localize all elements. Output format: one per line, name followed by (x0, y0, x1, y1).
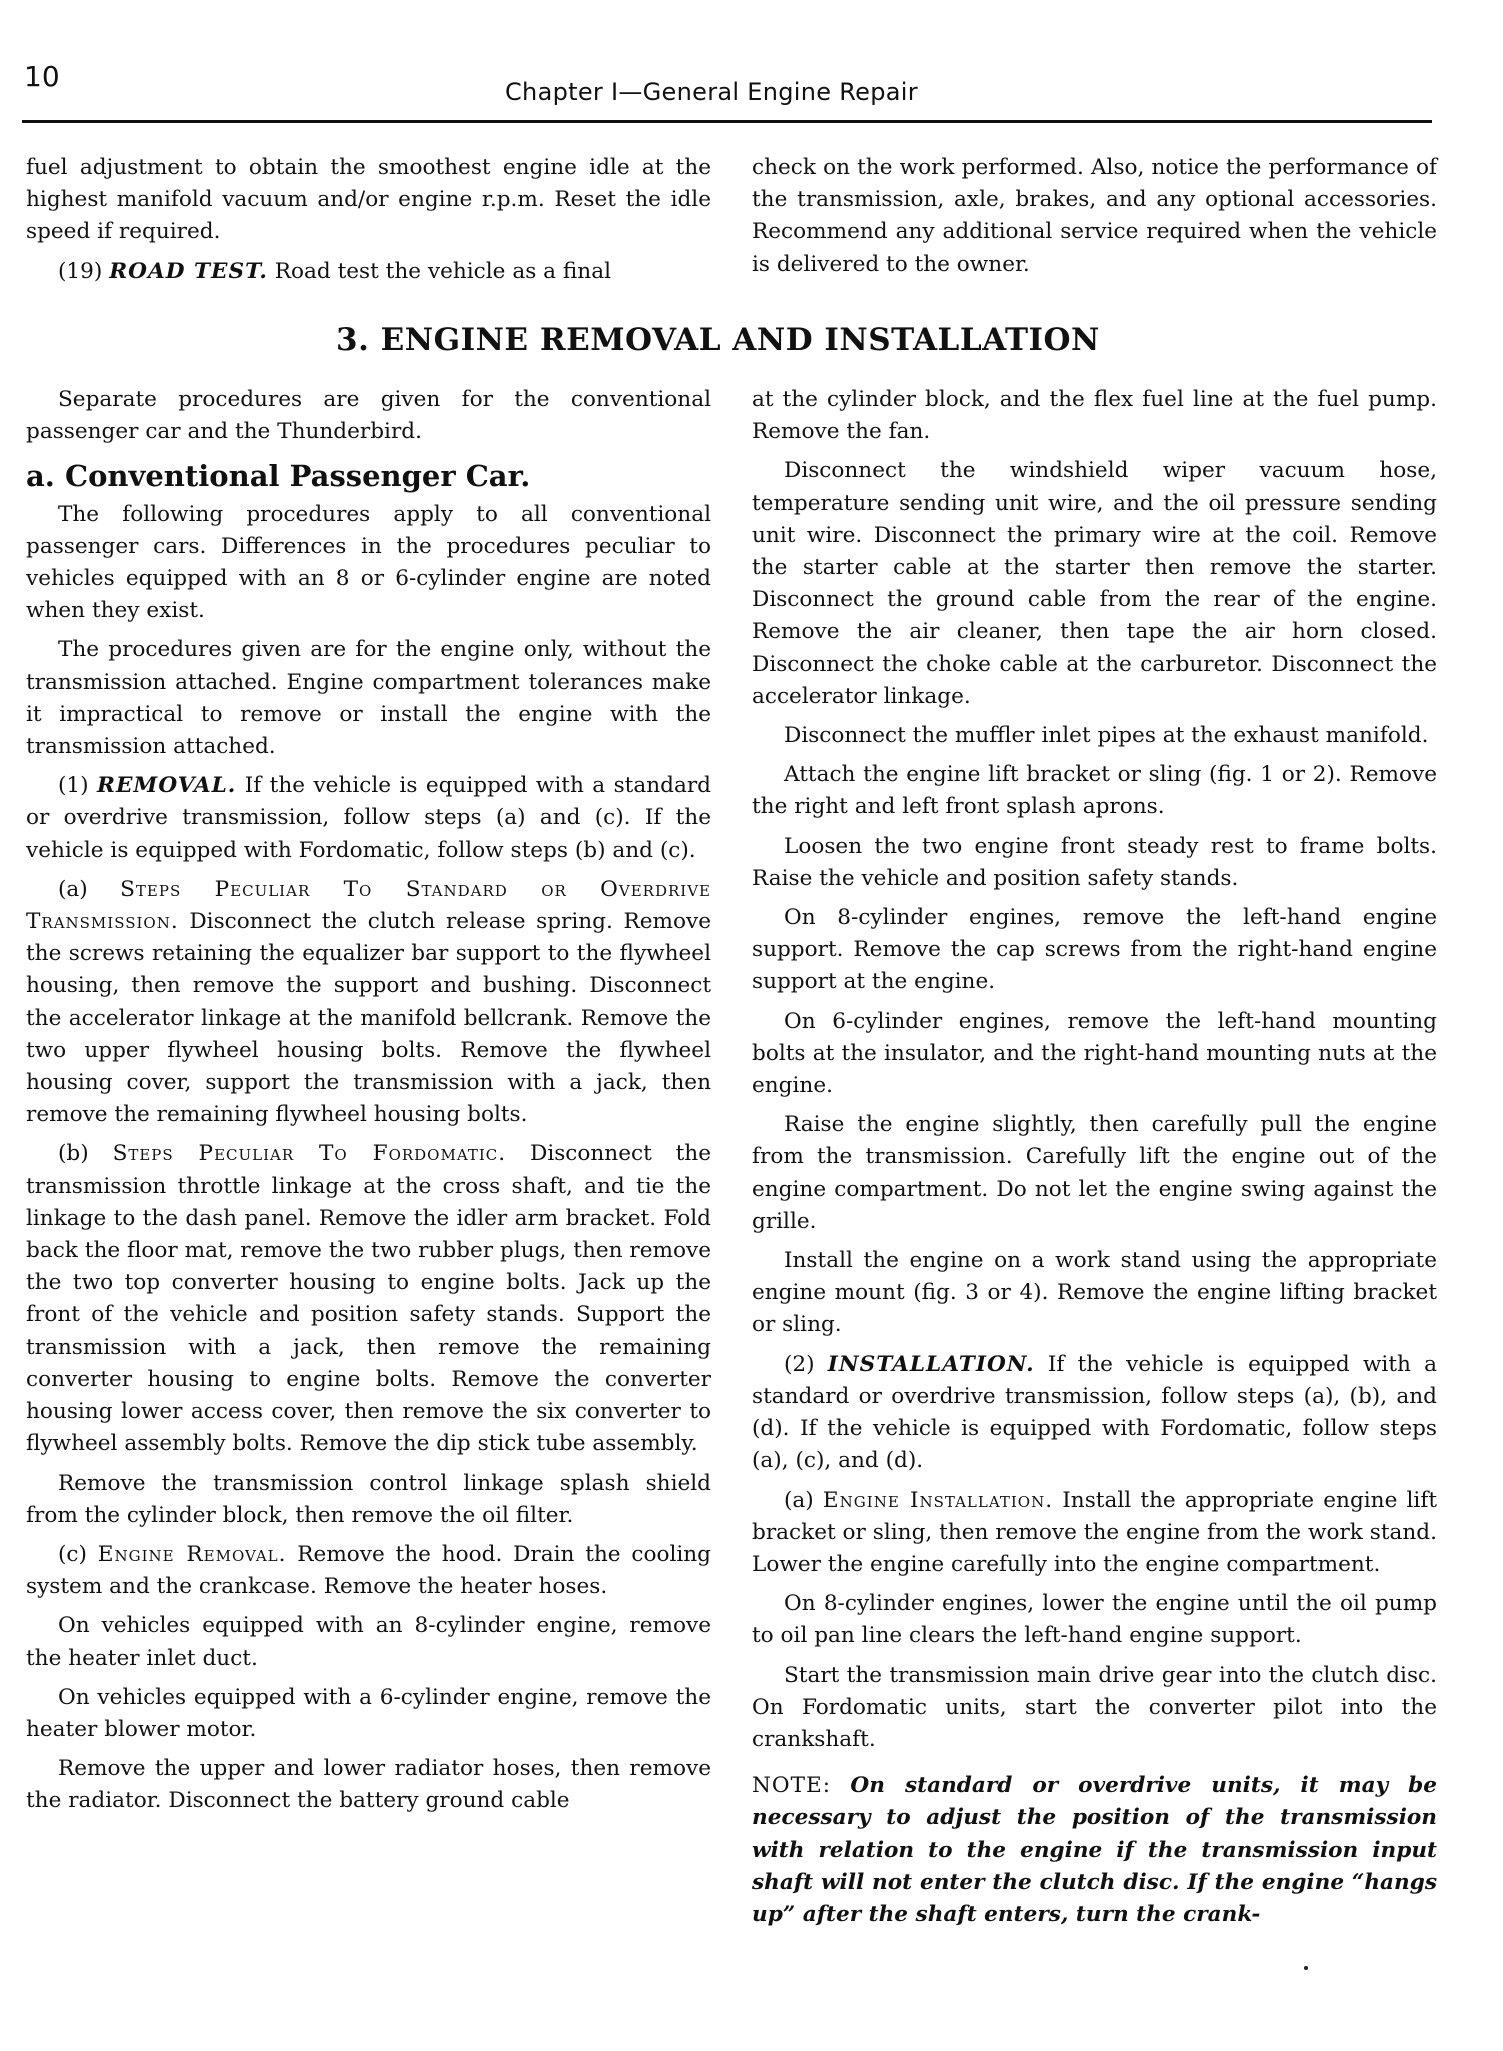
paragraph: fuel adjustment to obtain the smoothest engine idle at the highest manifold vacuum and/or engine r.p.m. Reset the idle speed if required. (26, 155, 711, 245)
paragraph: Remove the upper and lower radiator hoses, then remove the radiator. Disconnect the battery ground cable (26, 1756, 711, 1814)
paragraph-text: If the vehicle is equipped with a standard or overdrive transmission, follow steps (a), (b), and (d). If the vehicle is equipped with Fordomatic, follow steps (a), (c), and (d). (752, 1351, 1437, 1474)
paragraph: Attach the engine lift bracket or sling (fig. 1 or 2). Remove the right and left front splash aprons. (752, 762, 1437, 820)
paragraph-text: Disconnect the clutch release spring. Remove the screws retaining the equalizer bar support to the flywheel housing, then remove the support and bushing. Disconnect the accelerator linkage at the manifold bellcrank. Remove the two upper flywheel housing bolts. Remove the flywheel housing cover, support the transmission with a jack, then remove the remaining flywheel housing bolts. (26, 909, 711, 1128)
paragraph: On 8-cylinder engines, lower the engine until the oil pump to oil pan line clears the left-hand engine support. (752, 1591, 1437, 1649)
paragraph: Separate procedures are given for the conventional passenger car and the Thunderbird. (26, 387, 711, 445)
step-number: (2) (784, 1351, 815, 1377)
paragraph-step-a (26, 874, 711, 1132)
paragraph-step-c (26, 1539, 711, 1603)
note (752, 1770, 1437, 1931)
top-left-column (26, 152, 711, 288)
paragraph: at the cylinder block, and the flex fuel line at the fuel pump. Remove the fan. (752, 387, 1437, 445)
page-number: 10 (24, 60, 60, 93)
paragraph: Disconnect the windshield wiper vacuum hose, temperature sending unit wire, and the oil pressure sending unit wire. Disconnect the primary wire at the coil. Remove the starter cable at the starter then remove the starter. Disconnect the ground cable from the rear of the engine. Remove the air cleaner, then tape the air horn closed. Disconnect the choke cable at the carburetor. Disconnect the accelerator linkage. (752, 458, 1437, 709)
paragraph-text: Disconnect the transmission throttle linkage at the cross shaft, and tie the linkage to the dash panel. Remove the idler arm bracket. Fold back the floor mat, remove the two rubber plugs, then remove the two top converter housing to engine bolts. Jack up the front of the vehicle and position safety stands. Support the transmission with a jack, then remove the remaining converter housing to engine bolts. Remove the converter housing lower access cover, then remove the six converter to flywheel assembly bolts. Remove the dip stick tube assembly. (26, 1141, 711, 1457)
paragraph: The following procedures apply to all conventional passenger cars. Differences in the procedures peculiar to vehicles equipped with an 8 or 6-cylinder engine are noted when they exist. (26, 501, 711, 624)
paragraph: On 6-cylinder engines, remove the left-hand mounting bolts at the insulator, and the right-hand mounting nuts at the engine. (752, 1008, 1437, 1099)
right-column (752, 384, 1437, 1931)
run-in-heading: Steps Peculiar To Standard or Overdrive Transmission. (26, 876, 711, 935)
run-in-heading: REMOVAL. (97, 773, 237, 799)
paragraph: Start the transmission main drive gear into the clutch disc. On Fordomatic units, start the converter pilot into the crankshaft. (752, 1662, 1437, 1752)
top-right-column (752, 152, 1437, 288)
print-speck (1304, 1966, 1308, 1970)
paragraph-text: If the vehicle is equipped with a standard or overdrive transmission, follow steps (a) and (c). If the vehicle is equipped with Fordomatic, follow steps (b) and (c). (26, 773, 711, 863)
paragraph: check on the work performed. Also, notice the performance of the transmission, axle, brakes, and any optional accessories. Recommend any additional service required when the vehicle is delivered to the owner. (752, 155, 1437, 277)
step-letter: (a) (58, 876, 88, 902)
paragraph: On vehicles equipped with an 8-cylinder engine, remove the heater inlet duct. (26, 1613, 711, 1671)
run-in-heading: ROAD TEST. (109, 258, 268, 284)
header-rule (22, 120, 1432, 123)
paragraph-step-b (26, 1138, 711, 1460)
run-in-heading: INSTALLATION. (827, 1351, 1035, 1377)
paragraph-step-a (752, 1485, 1437, 1582)
paragraph: Loosen the two engine front steady rest to frame bolts. Raise the vehicle and position safety stands. (752, 833, 1437, 891)
step-number: (19) (58, 258, 103, 284)
paragraph: The procedures given are for the engine only, without the transmission attached. Engine compartment tolerances make it impractical to remove or install the engine with the transmission attached. (26, 637, 711, 760)
note-text: On standard or overdrive units, it may be necessary to adjust the position of the transmission with relation to the engine if the transmission input shaft will not enter the clutch disc. If the engine “hangs up” after the shaft enters, turn the crank- (752, 1773, 1437, 1927)
step-letter: (a) (784, 1487, 814, 1513)
paragraph: Raise the engine slightly, then carefully pull the engine from the transmission. Carefully lift the engine out of the engine compartment. Do not let the engine swing against the grille. (752, 1112, 1437, 1234)
section-heading: 3. ENGINE REMOVAL AND INSTALLATION (336, 322, 1100, 358)
step-letter: (c) (58, 1541, 87, 1567)
run-in-heading: Steps Peculiar To Fordomatic. (112, 1141, 507, 1167)
step-letter: (b) (58, 1141, 89, 1167)
paragraph-installation (752, 1349, 1437, 1478)
paragraph: On vehicles equipped with a 6-cylinder engine, remove the heater blower motor. (26, 1684, 711, 1742)
paragraph-text: Remove the hood. Drain the cooling system and the crankcase. Remove the heater hoses. (26, 1541, 711, 1600)
paragraph: Remove the transmission control linkage splash shield from the cylinder block, then remove the oil filter. (26, 1470, 711, 1528)
paragraph-text: Road test the vehicle as a final (274, 258, 611, 284)
step-number: (1) (58, 773, 89, 799)
subsection-heading: a. Conventional Passenger Car. (26, 459, 531, 494)
running-head: Chapter I—General Engine Repair (505, 78, 918, 106)
run-in-heading: Engine Removal. (97, 1541, 287, 1567)
paragraph: Disconnect the muffler inlet pipes at the exhaust manifold. (784, 723, 1429, 749)
paragraph: On 8-cylinder engines, remove the left-hand engine support. Remove the cap screws from the right-hand engine support at the engine. (752, 905, 1437, 995)
run-in-heading: Engine Installation. (822, 1487, 1054, 1513)
paragraph-removal (26, 770, 711, 867)
paragraph-text: Install the appropriate engine lift bracket or sling, then remove the engine from the work stand. Lower the engine carefully into the engine compartment. (752, 1487, 1438, 1577)
left-column (26, 384, 711, 1818)
paragraph-road-test (26, 256, 711, 288)
note-label: NOTE: (752, 1773, 832, 1799)
paragraph: Install the engine on a work stand using the appropriate engine mount (fig. 3 or 4). Remove the engine lifting bracket or sling. (752, 1248, 1437, 1338)
